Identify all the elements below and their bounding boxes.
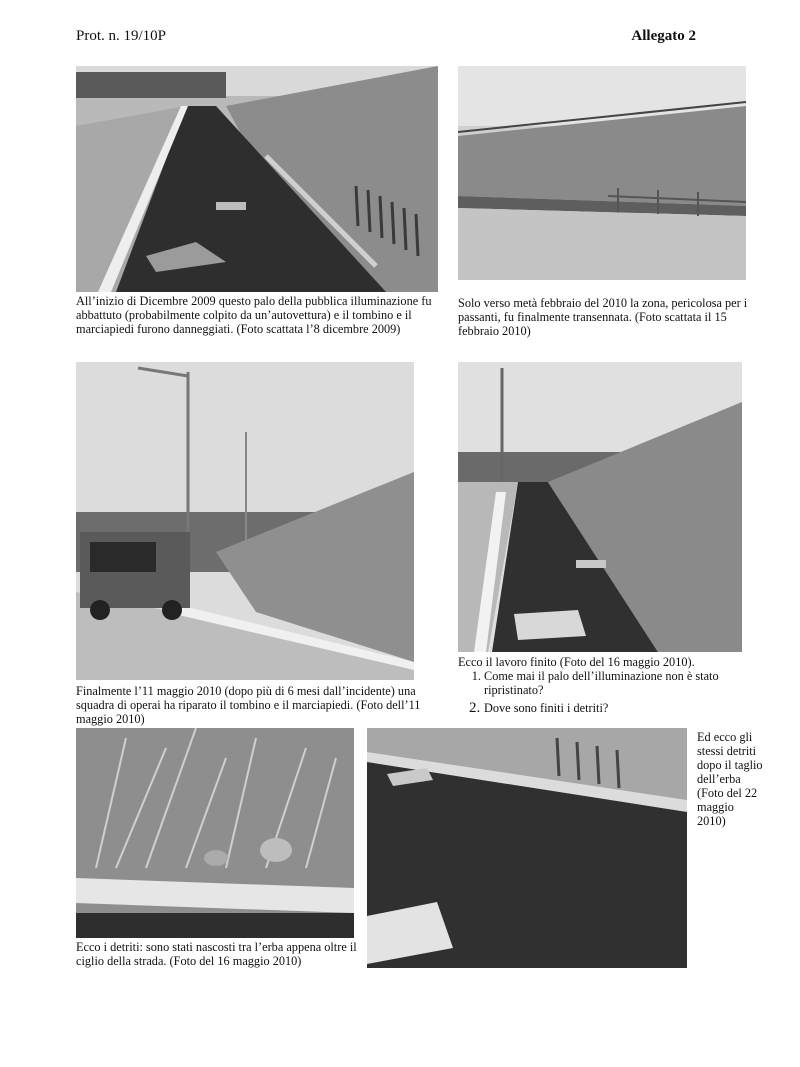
caption-photo-1: All’inizio di Dicembre 2009 questo palo della pubblica illuminazione fu abbattuto (probabilmente colpito da un’autovettura) e il tombino e il marciapiedi furono danneggiati. (Foto scattata l’8 dicembre 2009) <box>76 294 432 336</box>
caption-photo-2: Solo verso metà febbraio del 2010 la zona, pericolosa per i passanti, fu finalmente transennata. (Foto scattata il 15 febbraio 2010) <box>458 296 748 338</box>
caption-block-photo-4 <box>458 655 758 715</box>
photo-broken-lamp-post <box>76 66 438 292</box>
caption-photo-3: Finalmente l’11 maggio 2010 (dopo più di 6 mesi dall’incidente) una squadra di operai ha riparato il tombino e il marciapiedi. (Foto dell’11 maggio 2010) <box>76 684 421 726</box>
caption-photo-4: Ecco il lavoro finito (Foto del 16 maggio 2010). <box>458 655 695 669</box>
questions-list <box>458 669 758 715</box>
protocol-number: Prot. n. 19/10P <box>76 28 167 44</box>
photo-fenced-area <box>458 66 746 280</box>
question-item: 2. Dove sono finiti i detriti? <box>484 701 758 715</box>
photo-workers-van <box>76 362 414 680</box>
photo-finished-work <box>458 362 742 652</box>
question-item: 1. Come mai il palo dell’illuminazione non è stato ripristinato? <box>484 669 758 697</box>
photo-debris-in-grass <box>76 728 354 938</box>
attachment-label: Allegato 2 <box>631 28 696 44</box>
caption-photo-5: Ecco i detriti: sono stati nascosti tra l’erba appena oltre il ciglio della strada. (Foto del 16 maggio 2010) <box>76 940 357 968</box>
photo-debris-after-mowing <box>367 728 687 968</box>
caption-photo-6: Ed ecco gli stessi detriti dopo il taglio dell’erba (Foto del 22 maggio 2010) <box>697 730 763 828</box>
